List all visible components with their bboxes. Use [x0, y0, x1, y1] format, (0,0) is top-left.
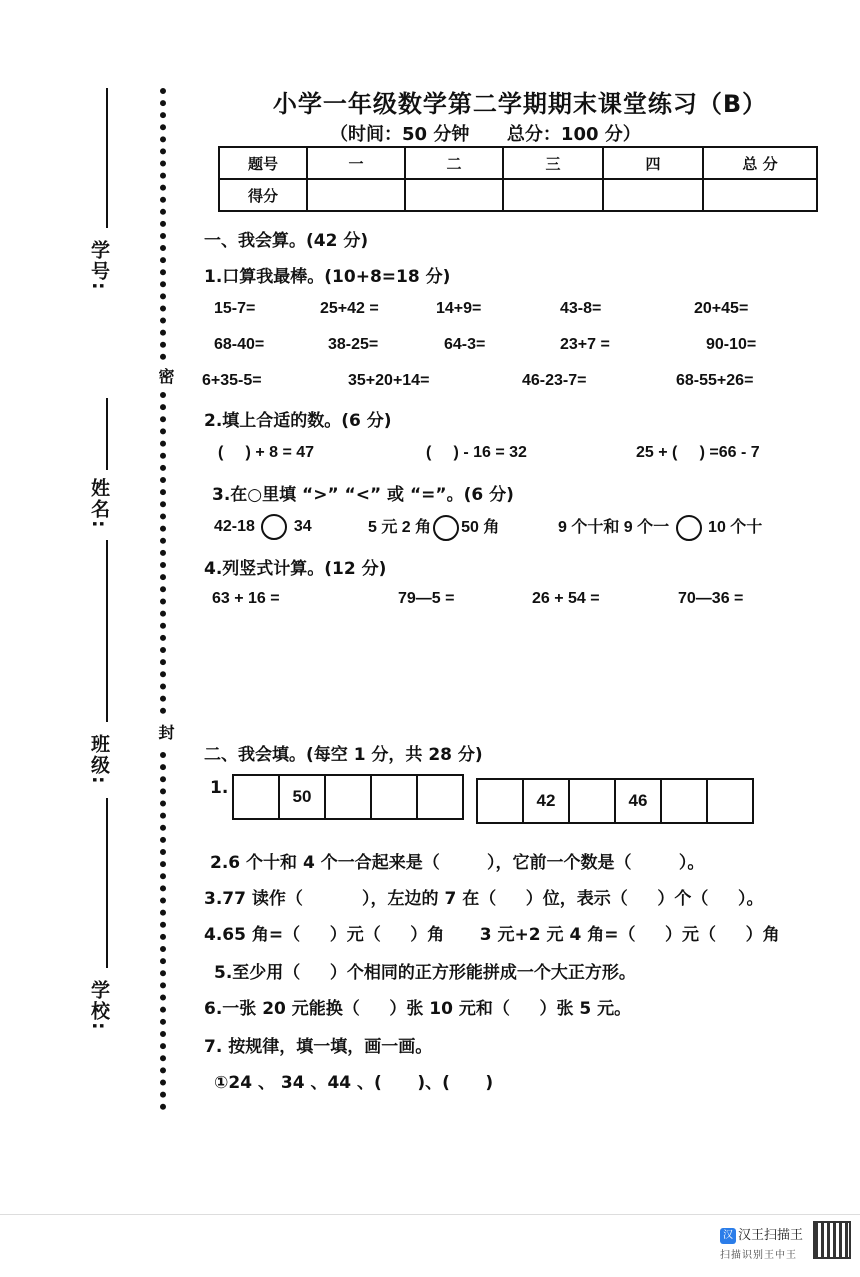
page-subtitle: （时间：50 分钟 总分：100 分）	[330, 124, 641, 145]
score-cell-header: 题号	[219, 147, 307, 179]
p2-q4: 4.65 角=（ ）元（ ）角 3 元+2 元 4 角=（ ）元（ ）角	[204, 925, 780, 945]
oral-calc-item: 68-40=	[214, 336, 265, 353]
score-cell-blank	[703, 179, 817, 211]
oral-calc-item: 64-3=	[444, 336, 486, 353]
scanner-logo-icon: 汉	[720, 1228, 736, 1244]
class-line	[106, 540, 108, 722]
part1-heading: 一、我会算。(42 分)	[204, 231, 369, 251]
seal-dotted-line-top	[160, 88, 172, 360]
number-box[interactable]	[570, 780, 616, 822]
oral-calc-item: 35+20+14=	[348, 372, 430, 389]
vertical-calc-item: 26 + 54 =	[532, 590, 600, 607]
number-box: 42	[524, 780, 570, 822]
scanner-tagline: 扫描识别王中王	[720, 1250, 797, 1261]
compare-item	[214, 514, 312, 540]
p2-q1-label: 1.	[210, 778, 229, 798]
fill-number-item: 25 + ( ) =66 - 7	[636, 444, 760, 461]
number-box[interactable]	[418, 776, 462, 818]
number-box: 50	[280, 776, 326, 818]
student-number-label: 学号:	[88, 240, 110, 292]
oral-calc-item: 14+9=	[436, 300, 482, 317]
score-table	[218, 146, 818, 212]
school-line	[106, 798, 108, 968]
score-table-header-row	[219, 147, 817, 179]
oral-calc-item: 90-10=	[706, 336, 757, 353]
oral-calc-item: 25+42 =	[320, 300, 379, 317]
number-box[interactable]	[708, 780, 752, 822]
number-box[interactable]	[234, 776, 280, 818]
compare-left: 5 元 2 角	[368, 519, 432, 536]
seal-mark-top: 密	[156, 368, 175, 386]
p2-q3: 3.77 读作（ ），左边的 7 在（ ）位，表示（ ）个（ ）。	[204, 889, 764, 909]
number-box[interactable]	[326, 776, 372, 818]
oral-calc-item: 15-7=	[214, 300, 256, 317]
compare-circle[interactable]	[433, 515, 459, 541]
student-name-label: 姓名:	[88, 478, 110, 530]
compare-item	[368, 514, 499, 541]
p2-q7-sequence: ①24 、 34 、44 、( )、( )	[214, 1073, 494, 1093]
vertical-calc-item: 70—36 =	[678, 590, 744, 607]
qr-code-icon	[815, 1223, 849, 1257]
class-label: 班级:	[88, 734, 110, 786]
p2-q7-title: 7. 按规律，填一填，画一画。	[204, 1037, 433, 1057]
compare-right: 50 角	[461, 519, 500, 536]
number-box[interactable]	[662, 780, 708, 822]
score-cell-header: 总 分	[703, 147, 817, 179]
score-cell-header: 一	[307, 147, 405, 179]
q2-title: 2.填上合适的数。(6 分)	[204, 411, 392, 431]
number-line	[106, 88, 108, 228]
seal-dotted-line-middle	[160, 392, 172, 714]
page-title: 小学一年级数学第二学期期末课堂练习（B）	[272, 90, 768, 118]
compare-left: 42-18	[214, 518, 255, 536]
p2-q5: 5.至少用（ ）个相同的正方形能拼成一个大正方形。	[214, 963, 636, 983]
p2-q2: 2.6 个十和 4 个一合起来是（ ），它前一个数是（ ）。	[210, 853, 705, 873]
compare-left: 9 个十和 9 个一	[558, 519, 670, 536]
oral-calc-item: 38-25=	[328, 336, 379, 353]
q4-title: 4.列竖式计算。(12 分)	[204, 559, 387, 579]
vertical-calc-item: 79—5 =	[398, 590, 455, 607]
score-table-score-row	[219, 179, 817, 211]
score-cell-header: 二	[405, 147, 503, 179]
oral-calc-item: 46-23-7=	[522, 372, 587, 389]
fill-number-item: ( ) + 8 = 47	[218, 444, 315, 461]
number-boxes-b	[476, 778, 754, 824]
score-cell-blank	[405, 179, 503, 211]
scanner-brand-name: 汉王扫描王	[738, 1228, 804, 1243]
compare-right: 10 个十	[708, 519, 763, 536]
number-box: 46	[616, 780, 662, 822]
q1-title: 1.口算我最棒。(10+8=18 分)	[204, 267, 451, 287]
seal-mark-bottom: 封	[156, 724, 175, 742]
score-row-label: 得分	[219, 179, 307, 211]
score-cell-header: 三	[503, 147, 603, 179]
score-cell-blank	[503, 179, 603, 211]
oral-calc-item: 43-8=	[560, 300, 602, 317]
score-cell-header: 四	[603, 147, 703, 179]
score-cell-blank	[307, 179, 405, 211]
p2-q6: 6.一张 20 元能换（ ）张 10 元和（ ）张 5 元。	[204, 999, 632, 1019]
compare-circle[interactable]	[676, 515, 702, 541]
fill-number-item: ( ) - 16 = 32	[426, 444, 527, 461]
seal-dotted-line-bottom	[160, 752, 172, 1110]
compare-circle[interactable]	[261, 514, 287, 540]
number-box[interactable]	[372, 776, 418, 818]
q3-title: 3.在○里填 “>” “<” 或 “=”。(6 分)	[212, 485, 514, 505]
score-cell-blank	[603, 179, 703, 211]
compare-item	[558, 514, 762, 541]
compare-right: 34	[293, 518, 312, 536]
school-label: 学校:	[88, 980, 110, 1032]
part2-heading: 二、我会填。(每空 1 分，共 28 分)	[204, 745, 483, 765]
scanner-brand	[720, 1224, 803, 1244]
name-line-top	[106, 398, 108, 470]
oral-calc-item: 6+35-5=	[202, 372, 262, 389]
number-box[interactable]	[478, 780, 524, 822]
oral-calc-item: 23+7 =	[560, 336, 610, 353]
oral-calc-item: 20+45=	[694, 300, 749, 317]
vertical-calc-item: 63 + 16 =	[212, 590, 280, 607]
oral-calc-item: 68-55+26=	[676, 372, 754, 389]
number-boxes-a	[232, 774, 464, 820]
